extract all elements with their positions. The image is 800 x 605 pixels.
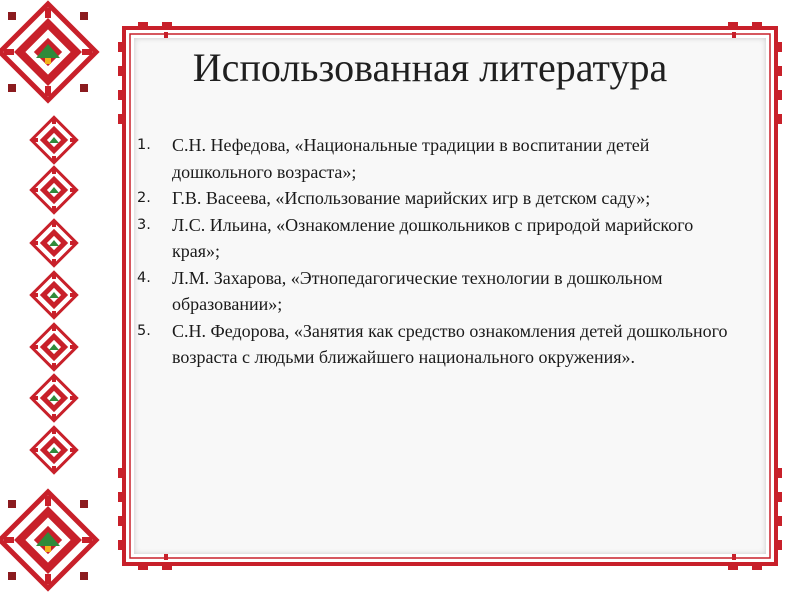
ornament-small-4-icon [31,272,76,317]
list-item-number: 4. [137,269,151,286]
ornament-small-5-icon [31,324,76,369]
list-item [137,318,737,371]
list-item-number: 2. [137,190,151,206]
list-item-text: Л.С. Ильина, «Ознакомление дошкольников с природой марийского края»; [172,214,694,261]
list-item-text: Г.В. Васеева, «Использование марийских игр в детском саду»; [172,188,651,208]
list-item-number: 3. [137,216,151,233]
ornament-column [0,0,110,600]
list-item [137,185,737,212]
list-item-text: С.Н. Нефедова, «Национальные традиции в воспитании детей дошкольного возраста»; [172,135,650,182]
ornament-small-6-icon [31,375,76,420]
list-item-number: 1. [137,137,151,153]
ornament-small-2-icon [31,167,76,212]
ornament-bottom-icon [0,492,96,588]
ornament-small-3-icon [31,220,76,265]
references-list [137,132,737,371]
ornament-small-1-icon [31,117,76,162]
list-item-text: Л.М. Захарова, «Этнопедагогические технологии в дошкольном образовании»; [172,267,663,314]
ornament-column-graphic [0,0,110,600]
page-title: Использованная литература [192,45,668,90]
list-item-text: С.Н. Федорова, «Занятия как средство ознакомления детей дошкольного возраста с людьми ближайшего национального окружения». [172,320,728,367]
list-item [137,265,737,318]
list-item [137,132,737,185]
ornament-top-icon [0,4,96,100]
ornament-small-7-icon [31,427,76,472]
list-item-number: 5. [137,322,151,339]
list-item [137,212,737,265]
